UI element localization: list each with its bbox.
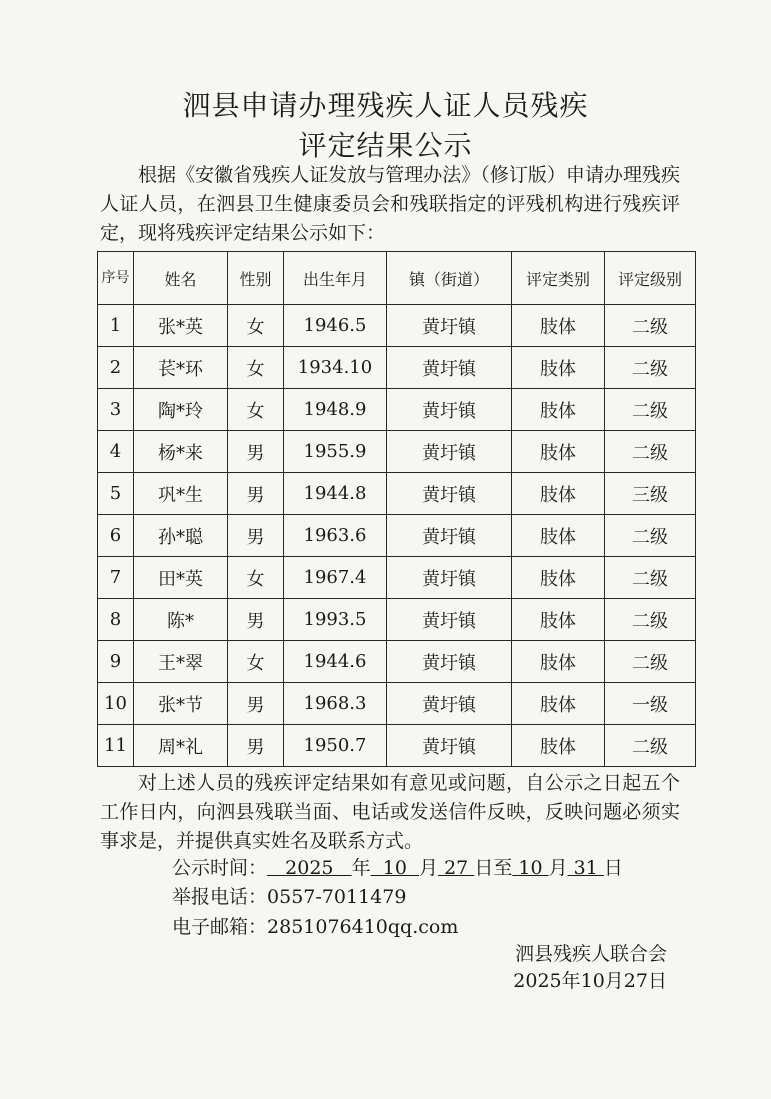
period-start-year: 2025: [285, 857, 334, 879]
cell-town: 黄圩镇: [387, 431, 512, 473]
cell-no: 11: [98, 725, 134, 767]
cell-birth: 1948.9: [284, 389, 387, 431]
cell-birth: 1944.8: [284, 473, 387, 515]
cell-type: 肢体: [512, 473, 605, 515]
cell-town: 黄圩镇: [387, 557, 512, 599]
table-row: [98, 515, 696, 557]
cell-name: 苌*环: [134, 347, 228, 389]
title-line-1: 泗县申请办理残疾人证人员残疾: [182, 89, 589, 122]
cell-town: 黄圩镇: [387, 683, 512, 725]
cell-sex: 男: [228, 473, 284, 515]
cell-town: 黄圩镇: [387, 515, 512, 557]
cell-birth: 1967.4: [284, 557, 387, 599]
table-row: [98, 431, 696, 473]
cell-level: 二级: [605, 515, 696, 557]
results-table: [97, 251, 696, 767]
table-row: [98, 683, 696, 725]
cell-name: 王*翠: [134, 641, 228, 683]
cell-type: 肢体: [512, 683, 605, 725]
period-end-month: 10: [518, 857, 543, 879]
cell-no: 7: [98, 557, 134, 599]
report-email: [172, 912, 458, 939]
cell-sex: 女: [228, 641, 284, 683]
signature-org: 泗县残疾人联合会: [514, 943, 667, 965]
cell-level: 二级: [605, 725, 696, 767]
cell-no: 9: [98, 641, 134, 683]
cell-sex: 男: [228, 431, 284, 473]
cell-level: 二级: [605, 599, 696, 641]
cell-name: 张*节: [134, 683, 228, 725]
cell-town: 黄圩镇: [387, 347, 512, 389]
cell-level: 二级: [605, 641, 696, 683]
cell-level: 二级: [605, 389, 696, 431]
notice-paragraph: 对上述人员的残疾评定结果如有意见或问题，自公示之日起五个工作日内，向泗县残联当面、电话或发送信件反映，反映问题必须实事求是，并提供真实姓名及联系方式。: [100, 772, 680, 852]
cell-type: 肢体: [512, 641, 605, 683]
period-month-unit: 月: [419, 857, 439, 879]
phone-value: 0557-7011479: [267, 886, 407, 908]
cell-level: 二级: [605, 557, 696, 599]
table-row: [98, 473, 696, 515]
cell-birth: 1963.6: [284, 515, 387, 557]
cell-town: 黄圩镇: [387, 473, 512, 515]
header-name: 姓名: [134, 252, 228, 305]
cell-type: 肢体: [512, 431, 605, 473]
cell-birth: 1968.3: [284, 683, 387, 725]
cell-birth: 1934.10: [284, 347, 387, 389]
cell-no: 10: [98, 683, 134, 725]
cell-no: 3: [98, 389, 134, 431]
table-row: [98, 347, 696, 389]
cell-level: 一级: [605, 683, 696, 725]
report-phone: [172, 882, 406, 909]
cell-type: 肢体: [512, 725, 605, 767]
cell-level: 二级: [605, 305, 696, 347]
period-year-unit: 年: [351, 857, 371, 879]
email-value: 2851076410qq.com: [267, 916, 459, 938]
cell-name: 孙*聪: [134, 515, 228, 557]
table-row: [98, 557, 696, 599]
cell-type: 肢体: [512, 347, 605, 389]
cell-type: 肢体: [512, 515, 605, 557]
table-row: [98, 599, 696, 641]
cell-birth: 1993.5: [284, 599, 387, 641]
cell-birth: 1946.5: [284, 305, 387, 347]
cell-no: 8: [98, 599, 134, 641]
cell-birth: 1950.7: [284, 725, 387, 767]
cell-name: 杨*来: [134, 431, 228, 473]
header-type: 评定类别: [512, 252, 605, 305]
cell-town: 黄圩镇: [387, 389, 512, 431]
cell-level: 二级: [605, 431, 696, 473]
cell-sex: 男: [228, 725, 284, 767]
cell-sex: 男: [228, 599, 284, 641]
cell-level: 三级: [605, 473, 696, 515]
cell-no: 4: [98, 431, 134, 473]
title-line-2: 评定结果公示: [298, 129, 473, 162]
header-no: 序号: [98, 252, 134, 305]
email-label: 电子邮箱：: [172, 916, 268, 938]
cell-sex: 男: [228, 683, 284, 725]
cell-no: 5: [98, 473, 134, 515]
cell-no: 2: [98, 347, 134, 389]
publicity-period: [172, 853, 623, 880]
cell-sex: 女: [228, 389, 284, 431]
cell-no: 6: [98, 515, 134, 557]
period-label: 公示时间：: [172, 857, 268, 879]
cell-name: 陈*: [134, 599, 228, 641]
cell-town: 黄圩镇: [387, 599, 512, 641]
cell-sex: 女: [228, 347, 284, 389]
header-sex: 性别: [228, 252, 284, 305]
cell-sex: 女: [228, 305, 284, 347]
header-birth: 出生年月: [284, 252, 387, 305]
cell-name: 周*礼: [134, 725, 228, 767]
table-row: [98, 641, 696, 683]
cell-sex: 女: [228, 557, 284, 599]
period-day-unit: 日: [603, 857, 623, 879]
cell-no: 1: [98, 305, 134, 347]
cell-type: 肢体: [512, 389, 605, 431]
period-month-unit-2: 月: [548, 857, 568, 879]
period-end-day: 31: [573, 857, 598, 879]
cell-name: 陶*玲: [134, 389, 228, 431]
cell-town: 黄圩镇: [387, 305, 512, 347]
cell-name: 巩*生: [134, 473, 228, 515]
table-row: [98, 305, 696, 347]
cell-name: 田*英: [134, 557, 228, 599]
cell-birth: 1944.6: [284, 641, 387, 683]
results-table-wrap: [97, 251, 696, 767]
cell-town: 黄圩镇: [387, 725, 512, 767]
table-row: [98, 389, 696, 431]
phone-label: 举报电话：: [172, 886, 268, 908]
cell-type: 肢体: [512, 599, 605, 641]
table-header-row: [98, 252, 696, 305]
period-start-month: 10: [382, 857, 407, 879]
period-start-day: 27: [444, 857, 469, 879]
cell-town: 黄圩镇: [387, 641, 512, 683]
cell-name: 张*英: [134, 305, 228, 347]
intro-paragraph: 根据《安徽省残疾人证发放与管理办法》（修订版）申请办理残疾人证人员，在泗县卫生健康委员会和残联指定的评残机构进行残疾评定，现将残疾评定结果公示如下：: [100, 164, 680, 244]
cell-level: 二级: [605, 347, 696, 389]
header-level: 评定级别: [605, 252, 696, 305]
table-row: [98, 725, 696, 767]
cell-sex: 男: [228, 515, 284, 557]
cell-type: 肢体: [512, 557, 605, 599]
cell-type: 肢体: [512, 305, 605, 347]
signature-date: 2025年10月27日: [513, 970, 667, 992]
cell-birth: 1955.9: [284, 431, 387, 473]
header-town: 镇（街道）: [387, 252, 512, 305]
period-to: 日至: [474, 857, 513, 879]
